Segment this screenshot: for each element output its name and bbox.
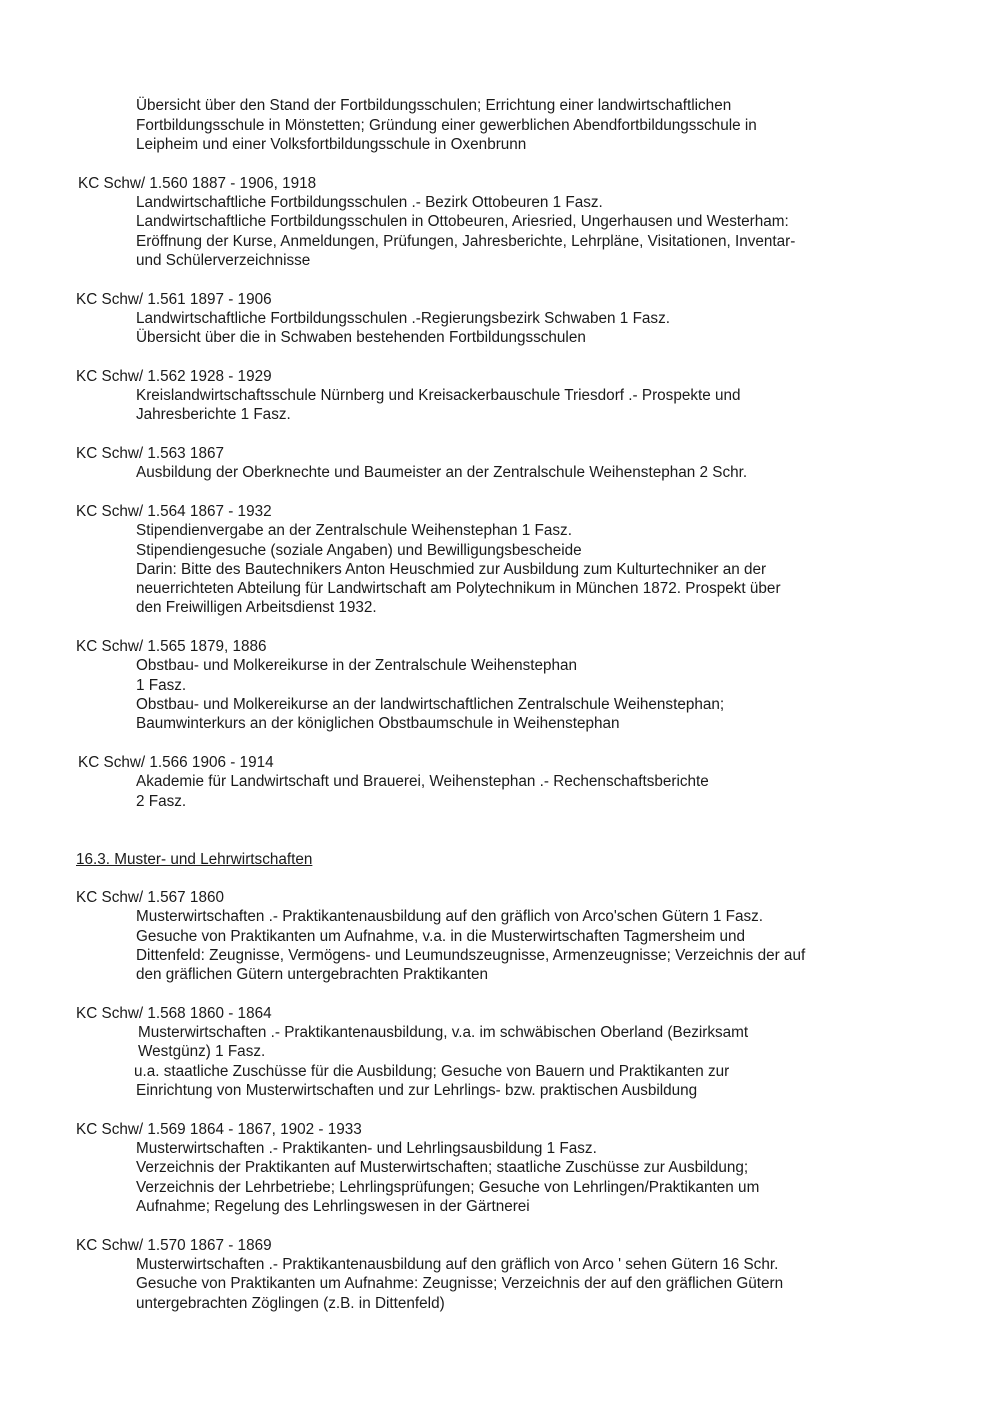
entry-reference: KC Schw/ 1.566 1906 - 1914 [78, 754, 274, 771]
entry-reference: KC Schw/ 1.570 1867 - 1869 [76, 1237, 272, 1254]
entry-description: Baumwinterkurs an der königlichen Obstbaumschule in Weihenstephan [136, 715, 620, 732]
intro-line: Leipheim und einer Volksfortbildungsschule in Oxenbrunn [136, 136, 527, 153]
entry-title: Kreislandwirtschaftsschule Nürnberg und Kreisackerbauschule Triesdorf .- Prospekte und [136, 387, 741, 404]
entry-description: Eröffnung der Kurse, Anmeldungen, Prüfungen, Jahresberichte, Lehrpläne, Visitationen, Inventar- [136, 233, 796, 250]
entry-title: Jahresberichte 1 Fasz. [136, 406, 291, 423]
entry-reference: KC Schw/ 1.569 1864 - 1867, 1902 - 1933 [76, 1121, 362, 1138]
entry-title: Musterwirtschaften .- Praktikanten- und Lehrlingsausbildung 1 Fasz. [136, 1140, 597, 1157]
entry-reference: KC Schw/ 1.560 1887 - 1906, 1918 [78, 175, 317, 192]
entry-description: den Freiwilligen Arbeitsdienst 1932. [136, 599, 377, 616]
entry-description: Verzeichnis der Lehrbetriebe; Lehrlingsprüfungen; Gesuche von Lehrlingen/Praktikanten um [136, 1179, 760, 1196]
entry-title: Akademie für Landwirtschaft und Brauerei, Weihenstephan .- Rechenschaftsberichte [136, 773, 709, 790]
entry-reference: KC Schw/ 1.563 1867 [76, 445, 224, 462]
entry-description: Übersicht über die in Schwaben bestehenden Fortbildungsschulen [136, 329, 586, 346]
entry-title: Stipendienvergabe an der Zentralschule Weihenstephan 1 Fasz. [136, 522, 572, 539]
entry-title: Musterwirtschaften .- Praktikantenausbildung auf den gräflich von Arco ' sehen Gütern 16 Schr. [136, 1256, 779, 1273]
entry-title: Ausbildung der Oberknechte und Baumeister an der Zentralschule Weihenstephan 2 Schr. [136, 464, 748, 481]
intro-line: Übersicht über den Stand der Fortbildungsschulen; Errichtung einer landwirtschaftlichen [136, 97, 732, 114]
entry-title: 1 Fasz. [136, 677, 187, 694]
entry-description: untergebrachten Zöglingen (z.B. in Dittenfeld) [136, 1295, 445, 1312]
entry-reference: KC Schw/ 1.561 1897 - 1906 [76, 291, 272, 308]
entry-reference: KC Schw/ 1.568 1860 - 1864 [76, 1005, 272, 1022]
entry-description: und Schülerverzeichnisse [136, 252, 311, 269]
intro-line: Fortbildungsschule in Mönstetten; Gründung einer gewerblichen Abendfortbildungsschule in [136, 117, 757, 134]
entry-description: neuerrichteten Abteilung für Landwirtschaft am Polytechnikum in München 1872. Prospekt über [136, 580, 781, 597]
entry-title: Landwirtschaftliche Fortbildungsschulen .-Regierungsbezirk Schwaben 1 Fasz. [136, 310, 670, 327]
entry-reference: KC Schw/ 1.565 1879, 1886 [76, 638, 267, 655]
entry-title: 2 Fasz. [136, 793, 187, 810]
entry-title: Obstbau- und Molkereikurse in der Zentralschule Weihenstephan [136, 657, 578, 674]
entry-title: Musterwirtschaften .- Praktikantenausbildung auf den gräflich von Arco'schen Gütern 1 Fasz. [136, 908, 764, 925]
entry-description: Aufnahme; Regelung des Lehrlingswesen in der Gärtnerei [136, 1198, 530, 1215]
entry-description: Gesuche von Praktikanten um Aufnahme: Zeugnisse; Verzeichnis der auf den gräflichen Gütern [136, 1275, 784, 1292]
entry-description: Landwirtschaftliche Fortbildungsschulen in Ottobeuren, Ariesried, Ungerhausen und Westerham: [136, 213, 789, 230]
entry-title: Landwirtschaftliche Fortbildungsschulen .- Bezirk Ottobeuren 1 Fasz. [136, 194, 603, 211]
entry-description: Gesuche von Praktikanten um Aufnahme, v.a. in die Musterwirtschaften Tagmersheim und [136, 928, 746, 945]
entry-title: Westgünz) 1 Fasz. [138, 1043, 266, 1060]
entry-reference: KC Schw/ 1.562 1928 - 1929 [76, 368, 272, 385]
entry-reference: KC Schw/ 1.567 1860 [76, 889, 224, 906]
entry-description: Verzeichnis der Praktikanten auf Musterwirtschaften; staatliche Zuschüsse zur Ausbildung; [136, 1159, 749, 1176]
entry-description: Obstbau- und Molkereikurse an der landwirtschaftlichen Zentralschule Weihenstephan; [136, 696, 725, 713]
entry-description: Darin: Bitte des Bautechnikers Anton Heuschmied zur Ausbildung zum Kulturtechniker an der [136, 561, 767, 578]
entry-description: Stipendiengesuche (soziale Angaben) und Bewilligungsbescheide [136, 542, 582, 559]
entry-description: Einrichtung von Musterwirtschaften und zur Lehrlings- bzw. praktischen Ausbildung [136, 1082, 698, 1099]
section-heading: 16.3. Muster- und Lehrwirtschaften [76, 851, 313, 868]
entry-reference: KC Schw/ 1.564 1867 - 1932 [76, 503, 272, 520]
entry-description: Dittenfeld: Zeugnisse, Vermögens- und Leumundszeugnisse, Armenzeugnisse; Verzeichnis der auf [136, 947, 806, 964]
entry-title: Musterwirtschaften .- Praktikantenausbildung, v.a. im schwäbischen Oberland (Bezirksamt [138, 1024, 749, 1041]
entry-description: u.a. staatliche Zuschüsse für die Ausbildung; Gesuche von Bauern und Praktikanten zur [134, 1063, 730, 1080]
entry-description: den gräflichen Gütern untergebrachten Praktikanten [136, 966, 489, 983]
